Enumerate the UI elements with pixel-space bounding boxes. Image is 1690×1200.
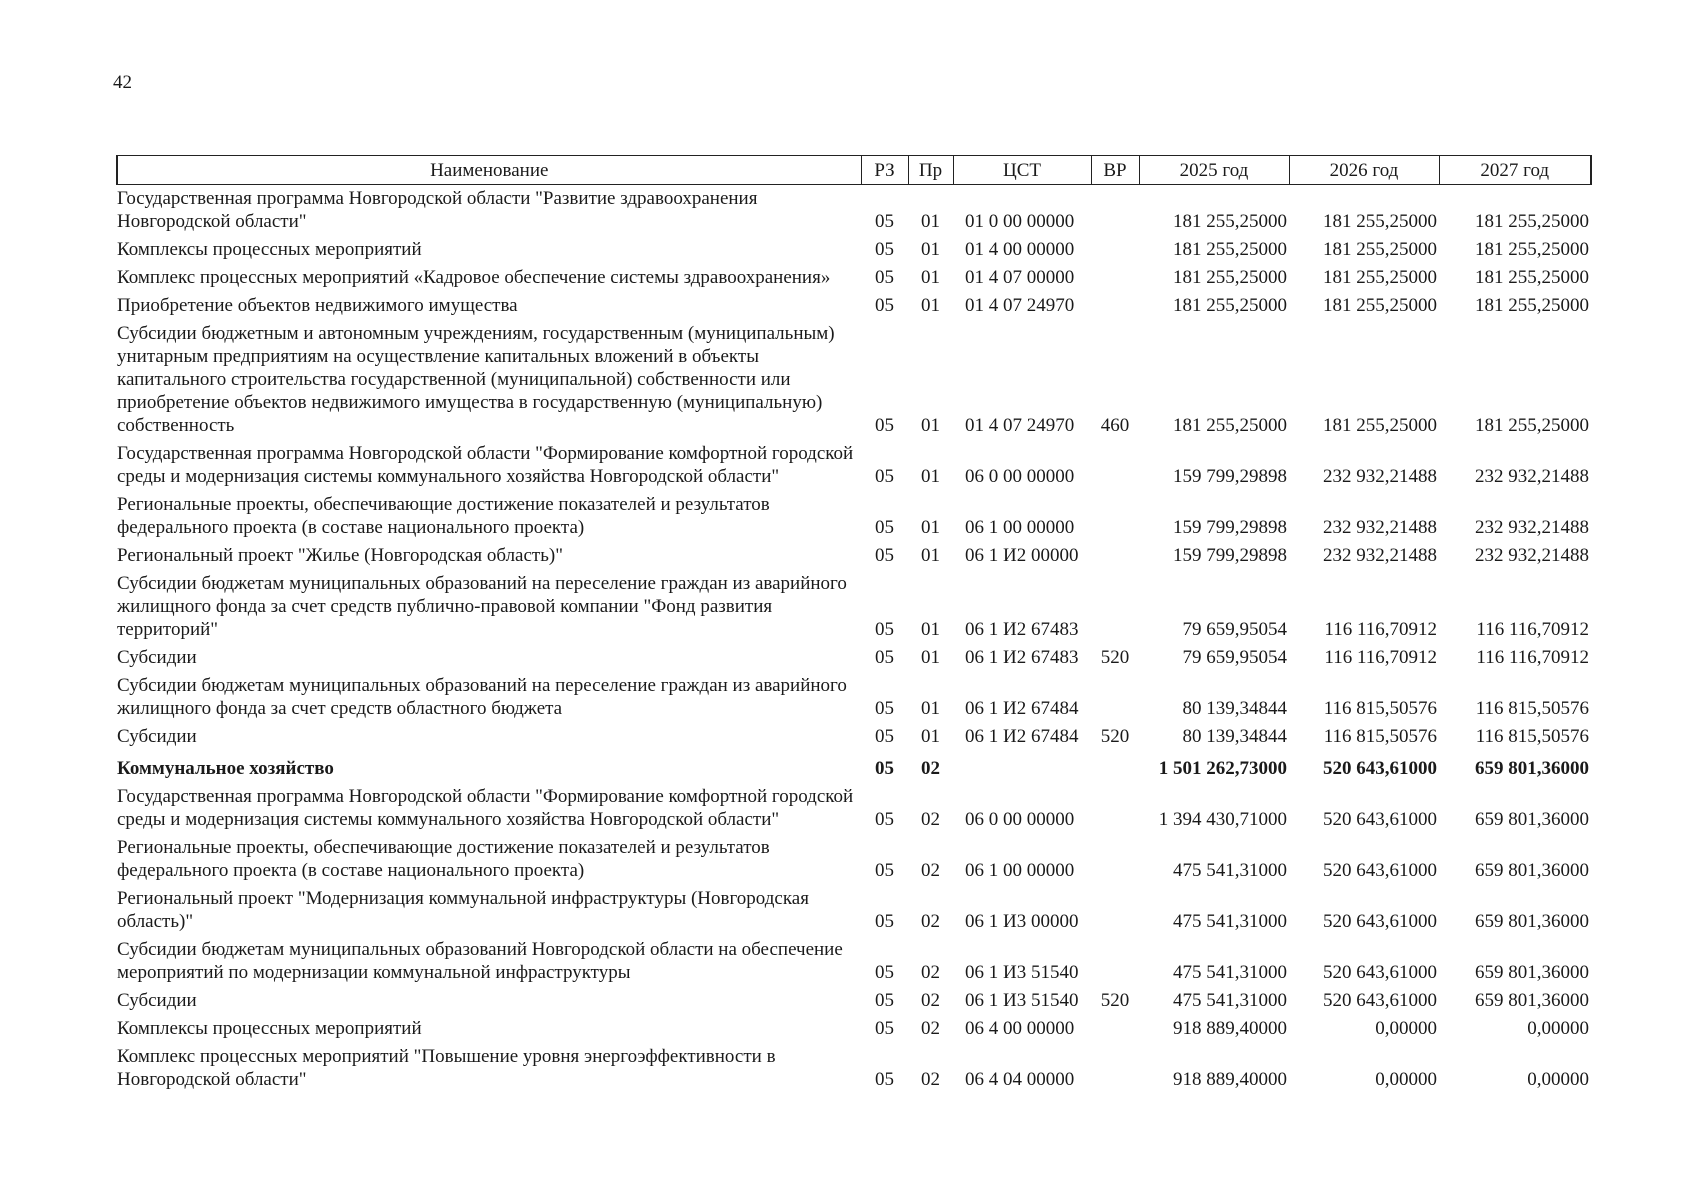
cell-vr [1091, 440, 1139, 491]
cell-vr [1091, 292, 1139, 320]
cell-name: Субсидии бюджетным и автономным учреждениям, государственным (муниципальным) унитарным предприятиям на осуществление капитальных вложений в объекты капитального строительства государственной (муниципальной) собственности или приобретение объектов недвижимого имущества в государственную (муниципальную) собственность [117, 323, 835, 436]
cell-name: Коммунальное хозяйство [117, 758, 334, 779]
cell-vr: 520 [1100, 726, 1130, 747]
cell-cst: 01 4 07 24970 [965, 415, 1075, 436]
cell-2026: 232 932,21488 [1323, 545, 1437, 566]
cell-rz: 05 [875, 758, 894, 779]
cell-pr: 02 [921, 990, 940, 1011]
cell-2027: 181 255,25000 [1475, 415, 1589, 436]
cell-cst: 06 1 И2 67484 [965, 726, 1079, 747]
cell-2026: 181 255,25000 [1323, 415, 1437, 436]
cell-cst: 01 4 07 00000 [965, 267, 1075, 288]
cell-rz: 05 [875, 295, 894, 316]
table-row [117, 751, 1591, 783]
cell-name: Региональный проект "Жилье (Новгородская область)" [117, 545, 563, 566]
cell-2026: 520 643,61000 [1323, 860, 1437, 881]
cell-pr: 01 [921, 466, 940, 487]
cell-pr: 01 [921, 726, 940, 747]
cell-rz: 05 [875, 211, 894, 232]
cell-rz: 05 [875, 911, 894, 932]
page-number: 42 [113, 72, 132, 93]
budget-table-container [116, 155, 1590, 1094]
cell-name: Субсидии [117, 726, 197, 747]
cell-vr [1091, 185, 1139, 237]
cell-rz: 05 [875, 1018, 894, 1039]
cell-name: Субсидии бюджетам муниципальных образований Новгородской области на обеспечение мероприятий по модернизации коммунальной инфраструктуры [117, 939, 843, 983]
header-2026: 2026 год [1289, 156, 1439, 185]
cell-name: Государственная программа Новгородской области "Формирование комфортной городской среды и модернизация системы коммунального хозяйства Новгородской области" [117, 443, 854, 487]
cell-rz: 05 [875, 517, 894, 538]
cell-cst: 06 1 И2 67483 [965, 647, 1079, 668]
cell-2027: 116 815,50576 [1475, 726, 1589, 747]
cell-rz: 05 [875, 647, 894, 668]
header-pr: Пр [908, 156, 953, 185]
cell-vr [1091, 236, 1139, 264]
cell-2026: 520 643,61000 [1323, 911, 1437, 932]
cell-cst: 06 1 И2 67484 [965, 698, 1079, 719]
cell-2025: 181 255,25000 [1173, 267, 1287, 288]
table-row [117, 1015, 1591, 1043]
cell-2026: 116 116,70912 [1324, 647, 1437, 668]
cell-2027: 181 255,25000 [1475, 211, 1589, 232]
cell-2025: 475 541,31000 [1173, 911, 1287, 932]
table-row [117, 723, 1591, 751]
cell-name: Региональные проекты, обеспечивающие достижение показателей и результатов федерального проекта (в составе национального проекта) [117, 494, 770, 538]
table-row [117, 1043, 1591, 1094]
cell-2025: 181 255,25000 [1173, 211, 1287, 232]
cell-rz: 05 [875, 466, 894, 487]
cell-vr [1091, 570, 1139, 644]
cell-rz: 05 [875, 545, 894, 566]
cell-2025: 475 541,31000 [1173, 860, 1287, 881]
cell-2025: 918 889,40000 [1173, 1069, 1287, 1090]
cell-pr: 01 [921, 647, 940, 668]
table-row [117, 834, 1591, 885]
cell-2025: 475 541,31000 [1173, 990, 1287, 1011]
cell-2026: 181 255,25000 [1323, 295, 1437, 316]
table-row [117, 672, 1591, 723]
cell-2025: 80 139,34844 [1182, 698, 1287, 719]
cell-name: Региональный проект "Модернизация коммунальной инфраструктуры (Новгородская область)" [117, 888, 809, 932]
cell-vr [1091, 834, 1139, 885]
cell-2027: 659 801,36000 [1475, 911, 1589, 932]
cell-name: Комплекс процессных мероприятий «Кадровое обеспечение системы здравоохранения» [117, 267, 831, 288]
table-row [117, 783, 1591, 834]
cell-rz: 05 [875, 962, 894, 983]
table-row [117, 440, 1591, 491]
header-rz: РЗ [861, 156, 908, 185]
cell-cst: 06 1 И3 51540 [965, 990, 1079, 1011]
cell-2027: 181 255,25000 [1475, 267, 1589, 288]
table-row [117, 292, 1591, 320]
cell-2026: 520 643,61000 [1323, 990, 1437, 1011]
cell-vr [1091, 1015, 1139, 1043]
cell-2025: 181 255,25000 [1173, 295, 1287, 316]
cell-vr [1091, 672, 1139, 723]
cell-2027: 116 116,70912 [1476, 647, 1589, 668]
cell-2026: 520 643,61000 [1323, 809, 1437, 830]
table-row [117, 987, 1591, 1015]
cell-name: Субсидии бюджетам муниципальных образований на переселение граждан из аварийного жилищного фонда за счет средств публично-правовой компании "Фонд развития территорий" [117, 573, 847, 640]
cell-pr: 01 [921, 211, 940, 232]
cell-2027: 0,00000 [1527, 1069, 1589, 1090]
cell-2026: 232 932,21488 [1323, 466, 1437, 487]
cell-pr: 01 [921, 295, 940, 316]
cell-2026: 181 255,25000 [1323, 239, 1437, 260]
cell-cst: 01 4 07 24970 [965, 295, 1075, 316]
cell-cst: 06 0 00 00000 [965, 809, 1075, 830]
cell-cst: 06 4 04 00000 [965, 1069, 1075, 1090]
cell-rz: 05 [875, 239, 894, 260]
cell-2027: 659 801,36000 [1475, 809, 1589, 830]
cell-pr: 02 [921, 809, 940, 830]
cell-2026: 116 815,50576 [1323, 698, 1437, 719]
cell-cst: 06 1 00 00000 [965, 517, 1075, 538]
budget-table [116, 155, 1592, 1094]
cell-2027: 232 932,21488 [1475, 545, 1589, 566]
cell-name: Государственная программа Новгородской области "Формирование комфортной городской среды и модернизация системы коммунального хозяйства Новгородской области" [117, 786, 854, 830]
table-body [117, 185, 1591, 1095]
cell-2027: 116 815,50576 [1475, 698, 1589, 719]
cell-2025: 181 255,25000 [1173, 239, 1287, 260]
cell-2026: 116 116,70912 [1324, 619, 1437, 640]
cell-vr [1091, 1043, 1139, 1094]
cell-pr: 01 [921, 619, 940, 640]
cell-name: Государственная программа Новгородской области "Развитие здравоохранения Новгородской области" [117, 188, 758, 232]
cell-vr [1091, 491, 1139, 542]
cell-2025: 79 659,95054 [1182, 647, 1287, 668]
cell-cst: 06 1 И2 00000 [965, 545, 1079, 566]
header-cst: ЦСТ [953, 156, 1091, 185]
table-row [117, 936, 1591, 987]
cell-2026: 232 932,21488 [1323, 517, 1437, 538]
cell-2027: 181 255,25000 [1475, 295, 1589, 316]
cell-vr [1091, 751, 1139, 783]
cell-rz: 05 [875, 619, 894, 640]
cell-name: Субсидии [117, 990, 197, 1011]
cell-name: Субсидии [117, 647, 197, 668]
cell-2026: 116 815,50576 [1323, 726, 1437, 747]
cell-2025: 80 139,34844 [1182, 726, 1287, 747]
cell-pr: 02 [921, 758, 940, 779]
cell-vr [1091, 542, 1139, 570]
cell-2025: 475 541,31000 [1173, 962, 1287, 983]
cell-vr: 460 [1100, 415, 1130, 436]
table-row [117, 185, 1591, 237]
table-row [117, 644, 1591, 672]
cell-pr: 01 [921, 267, 940, 288]
cell-rz: 05 [875, 1069, 894, 1090]
cell-rz: 05 [875, 415, 894, 436]
table-row [117, 236, 1591, 264]
cell-vr [1091, 885, 1139, 936]
cell-cst: 06 0 00 00000 [965, 466, 1075, 487]
cell-2026: 0,00000 [1375, 1018, 1437, 1039]
cell-2025: 181 255,25000 [1173, 415, 1287, 436]
cell-2025: 79 659,95054 [1182, 619, 1287, 640]
cell-2025: 159 799,29898 [1173, 545, 1287, 566]
cell-rz: 05 [875, 267, 894, 288]
cell-2027: 116 116,70912 [1476, 619, 1589, 640]
cell-vr: 520 [1100, 990, 1130, 1011]
cell-pr: 01 [921, 239, 940, 260]
cell-cst: 06 4 00 00000 [965, 1018, 1075, 1039]
cell-2025: 159 799,29898 [1173, 466, 1287, 487]
cell-2027: 659 801,36000 [1475, 962, 1589, 983]
cell-2027: 232 932,21488 [1475, 466, 1589, 487]
cell-cst: 01 4 00 00000 [965, 239, 1075, 260]
cell-2025: 1 394 430,71000 [1158, 809, 1287, 830]
cell-name: Приобретение объектов недвижимого имущества [117, 295, 518, 316]
cell-cst: 06 1 И3 51540 [965, 962, 1079, 983]
cell-vr [1091, 783, 1139, 834]
cell-2027: 0,00000 [1527, 1018, 1589, 1039]
cell-2025: 1 501 262,73000 [1158, 758, 1287, 779]
cell-pr: 02 [921, 860, 940, 881]
header-name: Наименование [117, 156, 861, 185]
cell-vr [1091, 936, 1139, 987]
cell-rz: 05 [875, 698, 894, 719]
cell-pr: 01 [921, 698, 940, 719]
header-2027: 2027 год [1439, 156, 1591, 185]
cell-vr [1091, 264, 1139, 292]
cell-cst: 06 1 И3 00000 [965, 911, 1079, 932]
cell-name: Региональные проекты, обеспечивающие достижение показателей и результатов федерального проекта (в составе национального проекта) [117, 837, 770, 881]
table-row [117, 320, 1591, 440]
table-row [117, 542, 1591, 570]
cell-2026: 520 643,61000 [1323, 962, 1437, 983]
cell-2027: 232 932,21488 [1475, 517, 1589, 538]
cell-2027: 181 255,25000 [1475, 239, 1589, 260]
cell-cst: 01 0 00 00000 [965, 211, 1075, 232]
cell-name: Субсидии бюджетам муниципальных образований на переселение граждан из аварийного жилищного фонда за счет средств областного бюджета [117, 675, 847, 719]
cell-2027: 659 801,36000 [1475, 758, 1589, 779]
cell-rz: 05 [875, 990, 894, 1011]
header-vr: ВР [1091, 156, 1139, 185]
cell-2026: 181 255,25000 [1323, 211, 1437, 232]
cell-2027: 659 801,36000 [1475, 860, 1589, 881]
cell-name: Комплекс процессных мероприятий "Повышение уровня энергоэффективности в Новгородской области" [117, 1046, 776, 1090]
cell-name: Комплексы процессных мероприятий [117, 239, 422, 260]
table-row [117, 264, 1591, 292]
cell-rz: 05 [875, 726, 894, 747]
cell-cst: 06 1 И2 67483 [965, 619, 1079, 640]
cell-2026: 0,00000 [1375, 1069, 1437, 1090]
cell-2026: 520 643,61000 [1323, 758, 1437, 779]
cell-2025: 918 889,40000 [1173, 1018, 1287, 1039]
cell-pr: 01 [921, 545, 940, 566]
cell-pr: 01 [921, 415, 940, 436]
table-header [117, 156, 1591, 185]
cell-pr: 02 [921, 1069, 940, 1090]
header-2025: 2025 год [1139, 156, 1289, 185]
cell-pr: 02 [921, 911, 940, 932]
cell-cst [953, 751, 1091, 783]
cell-rz: 05 [875, 860, 894, 881]
table-row [117, 885, 1591, 936]
cell-pr: 02 [921, 1018, 940, 1039]
cell-2025: 159 799,29898 [1173, 517, 1287, 538]
cell-2026: 181 255,25000 [1323, 267, 1437, 288]
cell-2027: 659 801,36000 [1475, 990, 1589, 1011]
cell-name: Комплексы процессных мероприятий [117, 1018, 422, 1039]
table-row [117, 570, 1591, 644]
table-row [117, 491, 1591, 542]
cell-rz: 05 [875, 809, 894, 830]
cell-vr: 520 [1100, 647, 1130, 668]
cell-cst: 06 1 00 00000 [965, 860, 1075, 881]
cell-pr: 02 [921, 962, 940, 983]
cell-pr: 01 [921, 517, 940, 538]
